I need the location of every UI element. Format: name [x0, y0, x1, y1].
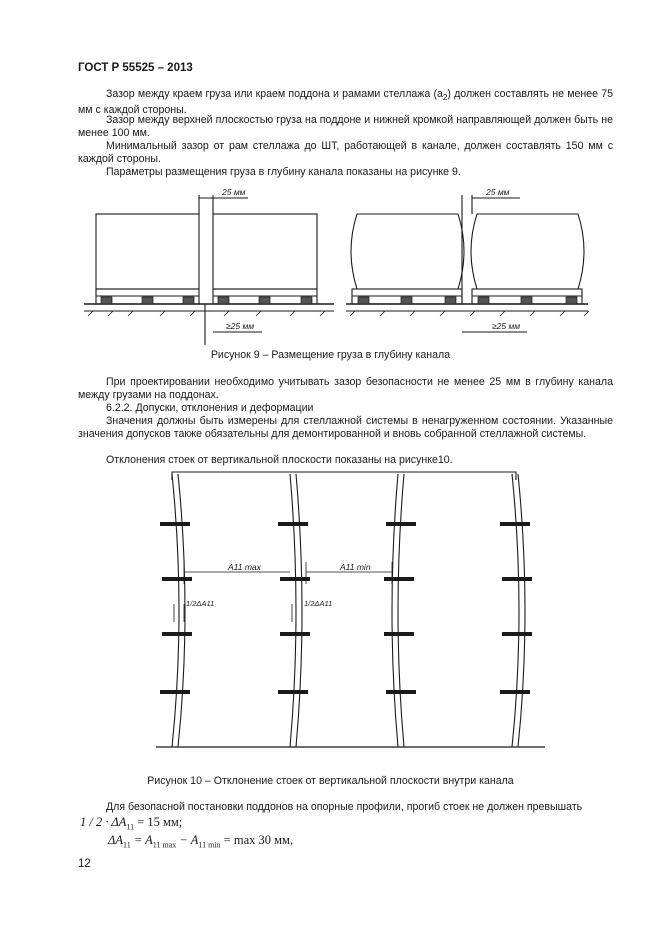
- load-box-left-2: [213, 214, 317, 289]
- formula2-sub2: 11 max: [152, 840, 177, 850]
- formula1-lhs: 1 / 2 · ΔA: [80, 815, 127, 829]
- formula-delta-a11: [108, 833, 293, 850]
- subscript-a2: 2: [442, 93, 448, 103]
- fig10-label-a11max: A11 max: [228, 562, 261, 572]
- paragraph-gap-top: Зазор между верхней плоскостью груза на поддоне и нижней кромкой направляющей должен быть не менее 100 мм.: [78, 114, 613, 140]
- figure-9-drawing: [0, 185, 661, 345]
- fig10-label-half-left: 1/2ΔA11: [186, 599, 215, 608]
- paragraph-gap-truck: Минимальный зазор от рам стеллажа до ШТ, работающей в канале, должен составлять 150 мм с каждой стороны.: [78, 140, 613, 166]
- page-number: 12: [78, 858, 91, 870]
- formula1-rhs: = 15 мм;: [134, 815, 183, 829]
- formula1-sub: 11: [126, 822, 135, 832]
- page-header: ГОСТ Р 55525 – 2013: [78, 62, 193, 74]
- fig10-label-half-right: 1/2ΔA11: [304, 599, 333, 608]
- formula2-minus: − A: [176, 833, 199, 847]
- paragraph-gap-frame-text-a: Зазор между краем груза или краем поддона и рамами стеллажа (а: [106, 88, 443, 100]
- fig9-dim-top-left: 25 мм: [222, 187, 246, 197]
- paragraph-safety-gap: При проектировании необходимо учитывать зазор безопасности не менее 25 мм в глубину канала между грузами на поддонах.: [78, 376, 613, 402]
- paragraph-deflection: Для безопасной постановки поддонов на опорные профили, прогиб стоек не должен превышать: [106, 801, 583, 813]
- fig9-dim-bottom-right: ≥25 мм: [492, 321, 521, 331]
- fig10-label-a11min: A11 min: [340, 562, 371, 572]
- formula2-lhs: ΔA: [108, 833, 123, 847]
- formula-half-delta: [80, 815, 182, 832]
- formula2-sub1: 11: [122, 840, 131, 850]
- formula2-sub3: 11 min: [198, 840, 221, 850]
- paragraph-measure: Значения должны быть измерены для стеллажной системы в ненагруженном состоянии. Указанные значения допусков также обязательны для демонтированной и вновь собранной стеллажной системы.: [78, 415, 613, 441]
- fig9-dim-top-right: 25 мм: [486, 187, 510, 197]
- fig9-dim-bottom-left: ≥25 мм: [226, 321, 255, 331]
- figure-9-caption: Рисунок 9 – Размещение груза в глубину канала: [210, 349, 451, 361]
- paragraph-gap-frame-text-b: ) должен составлять не менее 75 мм с каждой стороны.: [78, 88, 613, 117]
- figure-10-drawing: [0, 462, 661, 762]
- load-box-left-1: [96, 214, 199, 289]
- paragraph-fig9-ref: Параметры размещения груза в глубину канала показаны на рисунке 9.: [106, 166, 461, 178]
- load-barrel-right-1: [351, 214, 464, 289]
- paragraph-fig10-ref: Отклонения стоек от вертикальной плоскости показаны на рисунке10.: [106, 454, 453, 466]
- load-barrel-right-2: [471, 214, 584, 289]
- formula2-eq: = A: [130, 833, 153, 847]
- formula2-rhs: = max 30 мм,: [220, 833, 294, 847]
- section-heading-6-2-2: 6.2.2. Допуски, отклонения и деформации: [106, 402, 314, 414]
- figure-10-caption: Рисунок 10 – Отклонение стоек от вертикальной плоскости внутри канала: [147, 775, 514, 787]
